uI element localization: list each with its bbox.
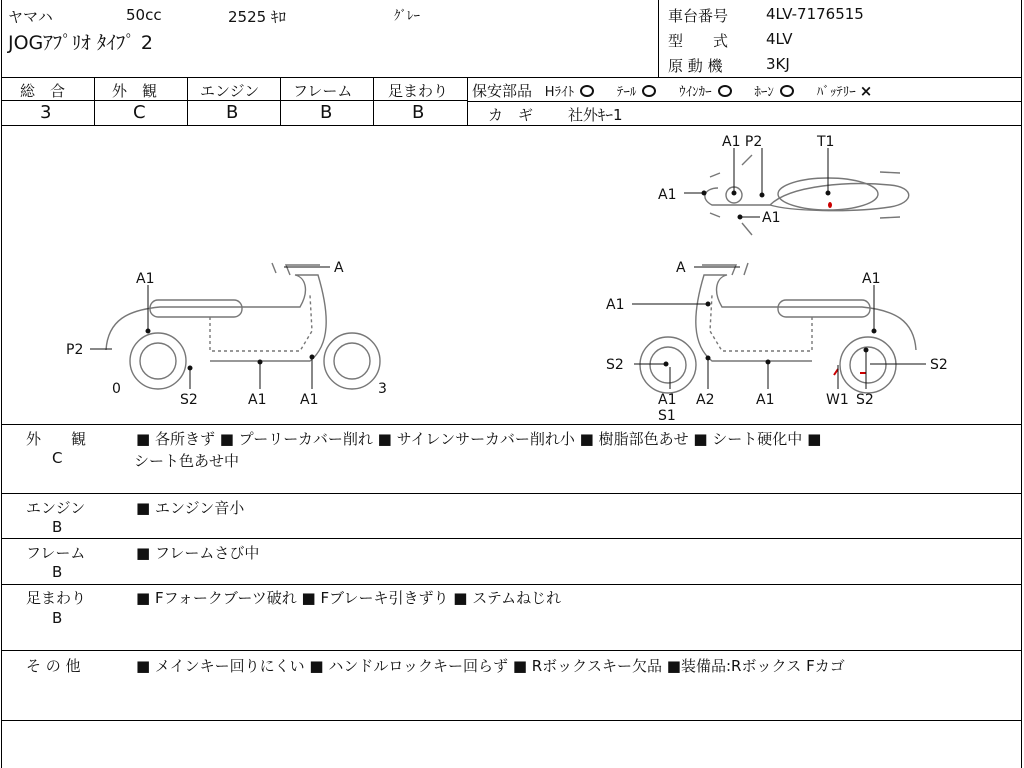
- rule-grade-col2: [187, 77, 188, 125]
- safety-battery: ﾊﾞｯﾃﾘｰ: [816, 85, 856, 100]
- grade-overall-label: 総 合: [20, 82, 66, 100]
- remark-suspension-label: 足まわり: [26, 589, 87, 607]
- remark-suspension-text: ■ Fフォークブーツ破れ ■ Fブレーキ引きずり ■ ステムねじれ: [136, 589, 562, 607]
- right-label-a1-left: A1: [606, 297, 625, 313]
- safety-winker: ｳｲﾝｶｰ: [679, 85, 712, 100]
- engine-value: 3KJ: [766, 55, 790, 73]
- grade-overall-value: 3: [40, 102, 52, 123]
- safety-parts-row: [472, 80, 872, 101]
- left-label-zero: 0: [112, 381, 121, 397]
- right-label-s1: S1: [658, 408, 676, 424]
- grade-exterior-label: 外 観: [112, 82, 158, 100]
- remark-exterior-label: 外 観: [26, 430, 87, 448]
- type-value: 4LV: [766, 30, 793, 48]
- damage-mark-t1: [828, 202, 832, 208]
- safety-horn: ﾎｰﾝ: [754, 85, 774, 100]
- remark-other-text: ■ メインキー回りにくい ■ ハンドルロックキー回らず ■ Rボックスキー欠品 ■装備品:Rボックス Fカゴ: [136, 657, 845, 675]
- top-label-a1-p2: A1 P2: [722, 134, 763, 150]
- left-label-a1-b2: A1: [300, 392, 319, 408]
- safety-label: 保安部品: [472, 82, 533, 100]
- color: ｸﾞﾚｰ: [394, 9, 420, 24]
- grade-exterior-value: C: [133, 102, 146, 123]
- left-label-s2: S2: [180, 392, 198, 408]
- maker: ヤマハ: [8, 8, 53, 26]
- safety-tail: ﾃｰﾙ: [616, 85, 637, 100]
- battery-ng-icon: ×: [859, 82, 873, 100]
- right-label-w1: W1: [826, 392, 849, 408]
- rule-remarks-4: [1, 650, 1022, 651]
- grade-engine-value: B: [226, 102, 239, 123]
- rule-grade-col3: [280, 77, 281, 125]
- rule-grade-col5: [467, 77, 468, 125]
- top-label-a1-bottom: A1: [762, 210, 781, 226]
- rule-remarks-2: [1, 538, 1022, 539]
- damage-diagram: [0, 125, 1024, 425]
- remark-other-label: そ の 他: [26, 657, 81, 675]
- rule-remarks-1: [1, 493, 1022, 494]
- rule-grade-col1: [94, 77, 95, 125]
- safety-headlight: Hﾗｲﾄ: [544, 85, 575, 100]
- grade-frame-value: B: [320, 102, 333, 123]
- grade-suspension-label: 足まわり: [388, 82, 449, 100]
- rule-remarks-3: [1, 584, 1022, 585]
- rule-safety-mid: [467, 101, 1022, 102]
- headlight-ok-icon: [580, 85, 594, 97]
- right-label-a1-b2: A1: [756, 392, 775, 408]
- rule-grade-col4: [373, 77, 374, 125]
- remark-exterior-text: ■ 各所きず ■ プーリーカバー削れ ■ サイレンサーカバー削れ小 ■ 樹脂部色あせ ■ シート硬化中 ■: [136, 430, 822, 448]
- rule-header: [1, 77, 1022, 78]
- rule-header-split: [658, 0, 659, 77]
- left-label-three: 3: [378, 381, 387, 397]
- right-label-a2: A2: [696, 392, 715, 408]
- right-label-a: A: [676, 260, 686, 276]
- top-label-a1-left: A1: [658, 187, 677, 203]
- left-label-p2: P2: [66, 342, 84, 358]
- left-label-a1: A1: [136, 271, 155, 287]
- remark-frame-label: フレーム: [26, 544, 86, 562]
- damage-mark-w1: [834, 369, 838, 375]
- grade-frame-label: フレーム: [293, 82, 353, 100]
- remark-engine-label: エンジン: [26, 499, 86, 517]
- engine-label: 原 動 機: [668, 57, 723, 75]
- right-label-s2-b: S2: [856, 392, 874, 408]
- right-label-s2-right: S2: [930, 357, 948, 373]
- remark-frame-grade: B: [52, 563, 63, 581]
- grade-suspension-value: B: [412, 102, 425, 123]
- key-value: 社外ｷｰ1: [568, 106, 623, 124]
- right-label-a1-b: A1: [658, 392, 677, 408]
- top-label-t1: T1: [817, 134, 835, 150]
- remark-engine-grade: B: [52, 518, 63, 536]
- horn-ok-icon: [780, 85, 794, 97]
- remark-suspension-grade: B: [52, 609, 63, 627]
- remark-frame-text: ■ フレームさび中: [136, 544, 260, 562]
- winker-ok-icon: [718, 85, 732, 97]
- left-label-a: A: [334, 260, 344, 276]
- tail-ok-icon: [642, 85, 656, 97]
- remark-exterior-grade: C: [52, 449, 63, 467]
- grade-engine-label: エンジン: [200, 82, 260, 100]
- left-label-a1-b1: A1: [248, 392, 267, 408]
- rule-remarks-5: [1, 720, 1022, 721]
- chassis-value: 4LV-7176515: [766, 5, 864, 23]
- remark-engine-text: ■ エンジン音小: [136, 499, 245, 517]
- remark-exterior-text-2: シート色あせ中: [134, 452, 240, 470]
- mileage: 2525 ｷﾛ: [228, 8, 286, 26]
- model-name: JOGｱﾌﾟﾘｵ ﾀｲﾌﾟ 2: [8, 32, 153, 54]
- type-label: 型 式: [668, 32, 729, 50]
- key-label: カ ギ: [488, 106, 534, 124]
- right-label-a1-right: A1: [862, 271, 881, 287]
- displacement: 50cc: [126, 6, 162, 24]
- chassis-label: 車台番号: [668, 7, 729, 25]
- right-label-s2-left: S2: [606, 357, 624, 373]
